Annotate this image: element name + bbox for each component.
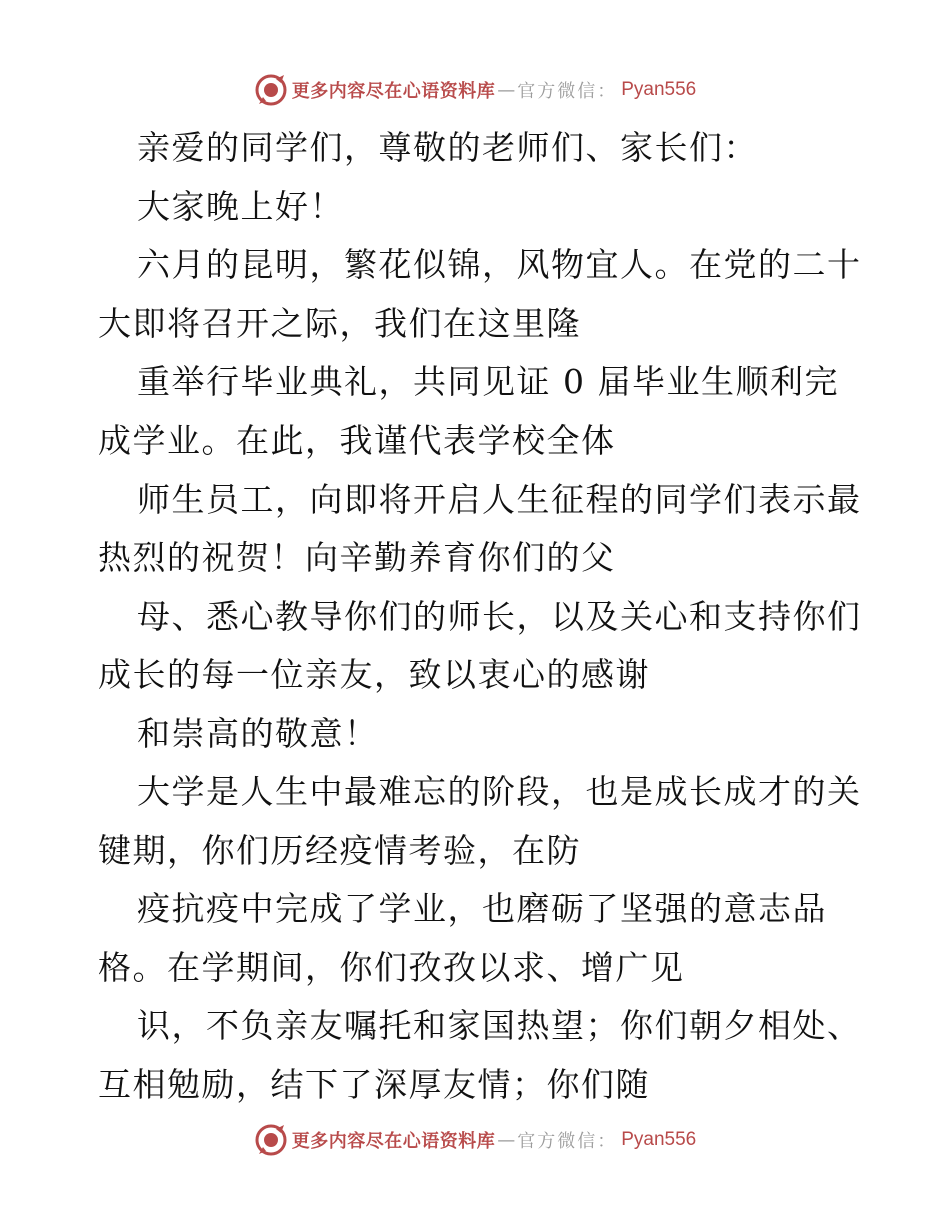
- watermark-wechat-id: Pyan556: [621, 79, 697, 100]
- text-line: 大即将召开之际，我们在这里隆: [98, 304, 581, 343]
- text-line: 格。在学期间，你们孜孜以求、增广见: [98, 948, 685, 987]
- watermark-wechat-label: 官方微信：: [517, 1131, 618, 1152]
- watermark-text: 更多内容尽在心语资料库: [291, 1131, 496, 1152]
- text-line: 疫抗疫中完成了学业，也磨砺了坚强的意志品: [137, 889, 827, 928]
- text-line: 成长的每一位亲友，致以衷心的感谢: [98, 655, 650, 694]
- text-line: 和崇高的敬意！: [137, 714, 379, 753]
- text-line: 母、悉心教导你们的师长，以及关心和支持你们: [137, 597, 862, 636]
- text-line: 大学是人生中最难忘的阶段，也是成长成才的关: [137, 772, 862, 811]
- header-watermark: [0, 70, 950, 110]
- text-line: 亲爱的同学们，尊敬的老师们、家长们：: [137, 128, 758, 167]
- text-line: 师生员工，向即将开启人生征程的同学们表示最: [137, 480, 862, 519]
- watermark-separator: —: [497, 79, 516, 101]
- text-line: 互相勉励，结下了深厚友情；你们随: [98, 1065, 650, 1104]
- seal-logo-icon: [254, 73, 288, 107]
- watermark-wechat-id: Pyan556: [621, 1129, 697, 1150]
- text-line: 大家晚上好！: [137, 187, 344, 226]
- text-line: 六月的昆明，繁花似锦，风物宜人。在党的二十: [137, 245, 862, 284]
- watermark-separator: —: [497, 1129, 516, 1151]
- text-line: 键期，你们历经疫情考验，在防: [98, 831, 581, 870]
- text-line: 成学业。在此，我谨代表学校全体: [98, 421, 616, 460]
- text-line: 重举行毕业典礼，共同见证 0 届毕业生顺利完: [137, 362, 839, 401]
- footer-watermark: [0, 1120, 950, 1160]
- seal-logo-icon: [254, 1123, 288, 1157]
- text-line: 识，不负亲友嘱托和家国热望；你们朝夕相处、: [137, 1006, 862, 1045]
- watermark-wechat-label: 官方微信：: [517, 81, 618, 102]
- text-line: 热烈的祝贺！向辛勤养育你们的父: [98, 538, 616, 577]
- watermark-text: 更多内容尽在心语资料库: [291, 81, 496, 102]
